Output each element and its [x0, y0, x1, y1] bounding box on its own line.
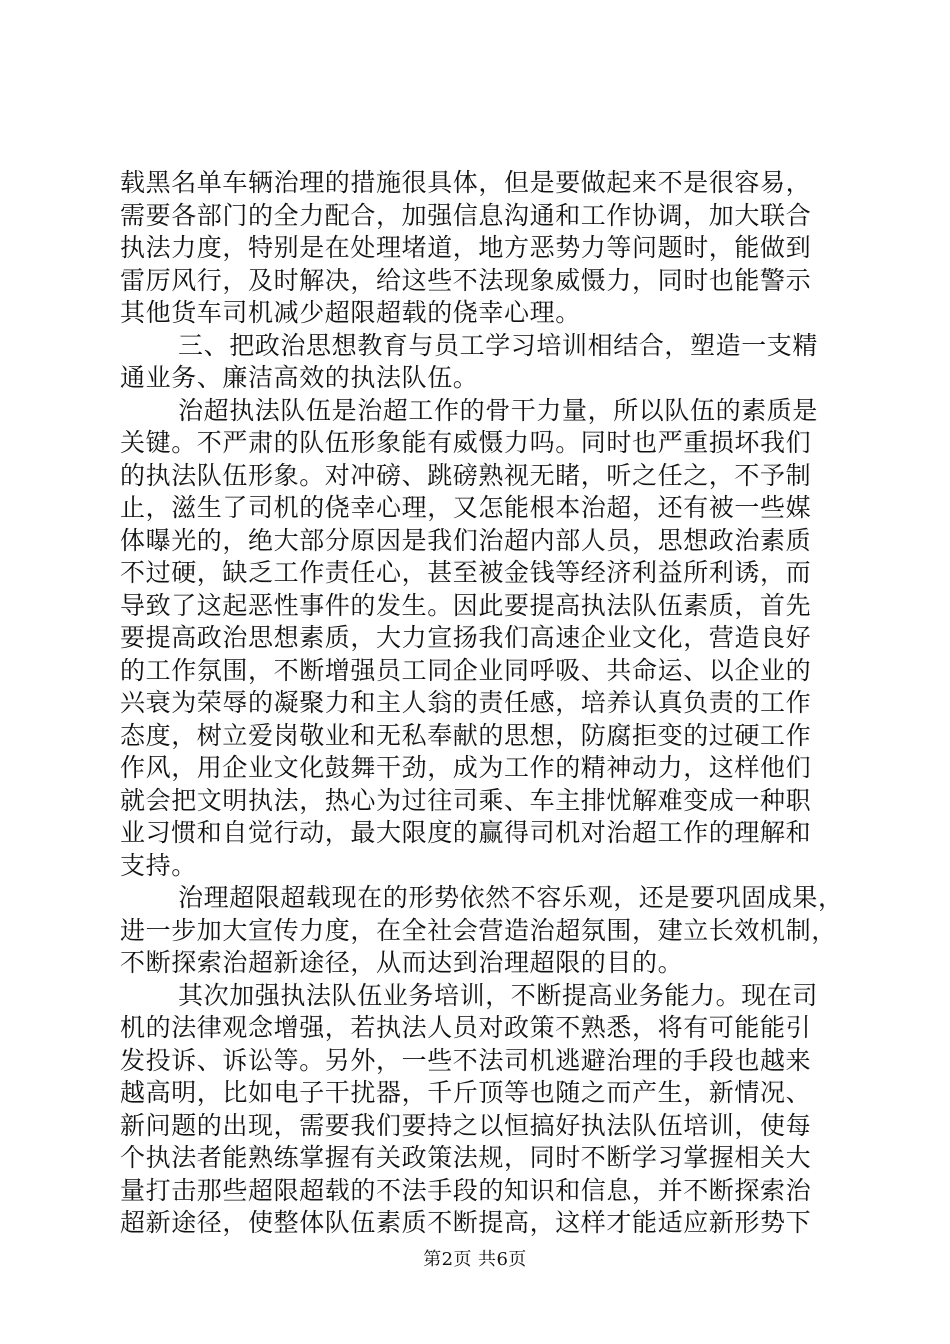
text-line: 不过硬，缺乏工作责任心，甚至被金钱等经济利益所利诱，而: [120, 558, 812, 587]
paragraph-team-quality: [120, 395, 831, 883]
text-line: 执法力度，特别是在处理堵道，地方恶势力等问题时，能做到: [120, 233, 812, 262]
text-line: 体曝光的，绝大部分原因是我们治超内部人员，思想政治素质: [120, 525, 812, 555]
paragraph-blacklist-governance: [120, 167, 831, 330]
text-line: 个执法者能熟练掌握有关政策法规，同时不断学习掌握相关大: [120, 1143, 812, 1172]
text-line: 进一步加大宣传力度，在全社会营造治超氛围，建立长效机制，: [120, 915, 837, 945]
text-line: 治超执法队伍是治超工作的骨干力量，所以队伍的素质是: [178, 395, 819, 425]
text-line: 要提高政治思想素质，大力宣扬我们高速企业文化，营造良好: [120, 623, 812, 652]
text-line: 业习惯和自觉行动，最大限度的赢得司机对治超工作的理解和: [120, 818, 812, 847]
text-line: 新问题的出现，需要我们要持之以恒搞好执法队伍培训，使每: [120, 1110, 812, 1140]
page-number-footer: 第2页 共6页: [423, 1249, 527, 1270]
text-line: 其他货车司机减少超限超载的侥幸心理。: [120, 298, 581, 327]
document-body: [120, 167, 844, 1240]
paragraph-current-situation: [120, 882, 844, 980]
text-line: 载黑名单车辆治理的措施很具体，但是要做起来不是很容易，: [120, 168, 812, 197]
text-line: 雷厉风行，及时解决，给这些不法现象威慑力，同时也能警示: [120, 265, 812, 295]
text-line: 超新途径，使整体队伍素质不断提高，这样才能适应新形势下: [120, 1208, 812, 1237]
text-line: 的工作氛围，不断增强员工同企业同呼吸、共命运、以企业的: [120, 655, 812, 685]
text-line: 作风，用企业文化鼓舞干劲，成为工作的精神动力，这样他们: [120, 753, 812, 782]
text-line: 需要各部门的全力配合，加强信息沟通和工作协调，加大联合: [120, 200, 812, 230]
text-line: 支持。: [120, 850, 197, 880]
text-line: 关键。不严肃的队伍形象能有威慑力吗。同时也严重损坏我们: [120, 428, 812, 457]
text-line: 机的法律观念增强，若执法人员对政策不熟悉，将有可能能引: [120, 1013, 812, 1042]
text-line: 的执法队伍形象。对冲磅、跳磅熟视无睹，听之任之，不予制: [120, 460, 812, 490]
text-line: 不断探索治超新途径，从而达到治理超限的目的。: [120, 948, 684, 977]
paragraph-business-training: [120, 980, 831, 1240]
text-line: 通业务、廉洁高效的执法队伍。: [120, 363, 479, 392]
text-line: 兴衰为荣辱的凝聚力和主人翁的责任感，培养认真负责的工作: [120, 688, 812, 717]
text-line: 其次加强执法队伍业务培训，不断提高业务能力。现在司: [178, 980, 819, 1010]
text-line: 三、把政治思想教育与员工学习培训相结合，塑造一支精: [178, 330, 819, 360]
text-line: 态度，树立爱岗敬业和无私奉献的思想，防腐拒变的过硬工作: [120, 720, 812, 750]
text-line: 止，滋生了司机的侥幸心理，又怎能根本治超，还有被一些媒: [120, 493, 812, 522]
text-line: 量打击那些超限超载的不法手段的知识和信息，并不断探索治: [120, 1175, 812, 1205]
text-line: 导致了这起恶性事件的发生。因此要提高执法队伍素质，首先: [120, 590, 812, 620]
text-line: 越高明，比如电子干扰器，千斤顶等也随之而产生，新情况、: [120, 1078, 812, 1107]
text-line: 治理超限超载现在的形势依然不容乐观，还是要巩固成果，: [178, 883, 844, 912]
text-line: 发投诉、诉讼等。另外，一些不法司机逃避治理的手段也越来: [120, 1045, 812, 1075]
text-line: 就会把文明执法，热心为过往司乘、车主排忧解难变成一种职: [120, 785, 812, 815]
section-heading-three: [120, 330, 831, 395]
